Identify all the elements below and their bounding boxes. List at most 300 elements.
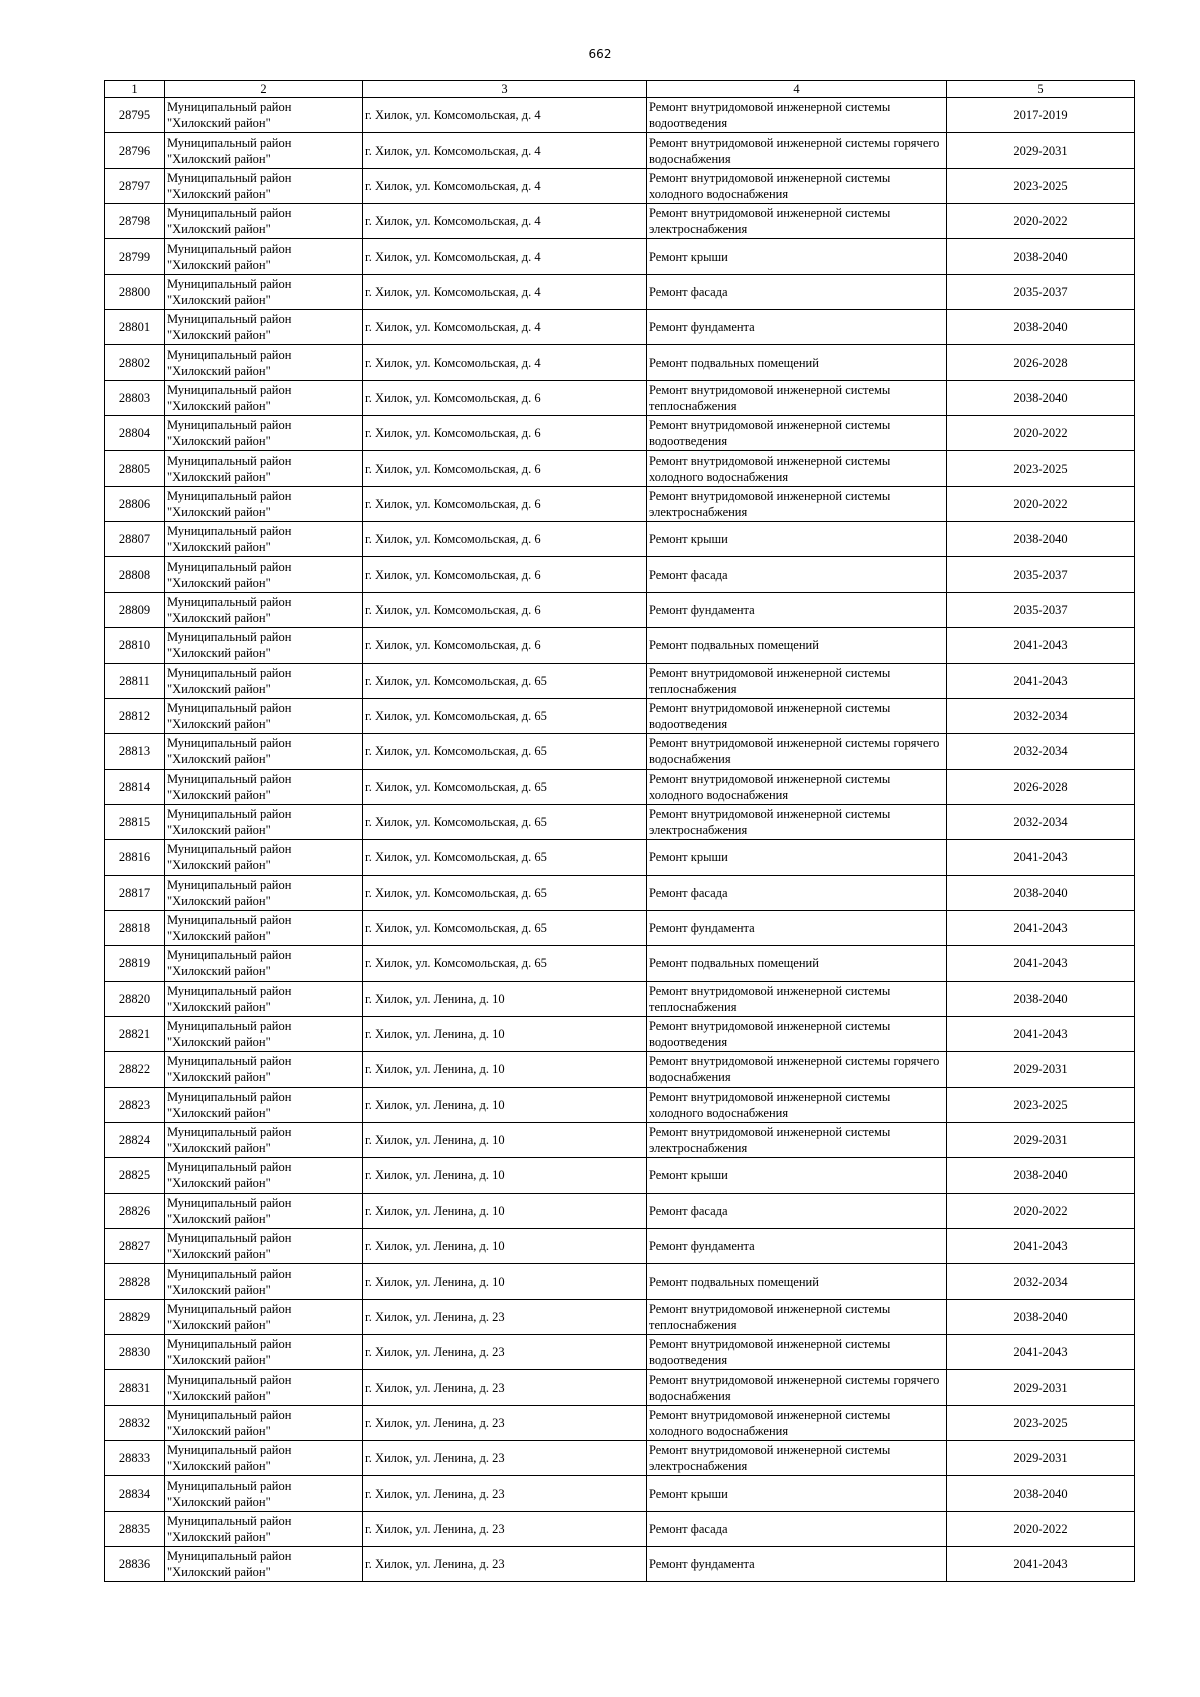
municipality-line: "Хилокский район" [167,540,271,555]
municipality-cell [165,522,363,557]
municipality-cell [165,168,363,203]
municipality-line: "Хилокский район" [167,363,271,378]
row-number: 28807 [105,522,165,557]
municipality-line: "Хилокский район" [167,1211,271,1226]
municipality-line: Муниципальный район [167,983,292,998]
municipality-cell [165,557,363,592]
row-number: 28809 [105,592,165,627]
table-row [105,663,1135,698]
address-cell: г. Хилок, ул. Ленина, д. 23 [363,1405,647,1440]
municipality-cell [165,1370,363,1405]
table-row [105,1335,1135,1370]
table-row [105,592,1135,627]
work-type-cell: Ремонт внутридомовой инженерной системы электроснабжения [647,486,947,521]
row-number: 28808 [105,557,165,592]
years-cell: 2029-2031 [947,1441,1135,1476]
work-type-cell: Ремонт внутридомовой инженерной системы холодного водоснабжения [647,1405,947,1440]
years-cell: 2032-2034 [947,734,1135,769]
municipality-line: "Хилокский район" [167,292,271,307]
municipality-cell [165,840,363,875]
years-cell: 2029-2031 [947,133,1135,168]
row-number: 28811 [105,663,165,698]
years-cell: 2038-2040 [947,239,1135,274]
municipality-line: "Хилокский район" [167,999,271,1014]
work-type-cell: Ремонт внутридомовой инженерной системы горячего водоснабжения [647,1052,947,1087]
table-row [105,1122,1135,1157]
municipality-cell [165,804,363,839]
table-row [105,451,1135,486]
municipality-line: "Хилокский район" [167,1282,271,1297]
municipality-cell [165,734,363,769]
table-row [105,1511,1135,1546]
years-cell: 2020-2022 [947,486,1135,521]
header-row [105,81,1135,98]
years-cell: 2038-2040 [947,875,1135,910]
municipality-cell [165,274,363,309]
work-type-cell: Ремонт крыши [647,840,947,875]
table-row [105,1476,1135,1511]
municipality-line: "Хилокский район" [167,752,271,767]
municipality-cell [165,769,363,804]
address-cell: г. Хилок, ул. Комсомольская, д. 4 [363,239,647,274]
years-cell: 2041-2043 [947,1229,1135,1264]
municipality-line: "Хилокский район" [167,1388,271,1403]
years-cell: 2041-2043 [947,1335,1135,1370]
work-type-cell: Ремонт внутридомовой инженерной системы холодного водоснабжения [647,1087,947,1122]
table-row [105,804,1135,839]
row-number: 28834 [105,1476,165,1511]
municipality-cell [165,663,363,698]
municipality-line: Муниципальный район [167,1160,292,1175]
municipality-line: "Хилокский район" [167,823,271,838]
address-cell: г. Хилок, ул. Комсомольская, д. 65 [363,698,647,733]
row-number: 28818 [105,910,165,945]
municipality-line: "Хилокский район" [167,1459,271,1474]
row-number: 28813 [105,734,165,769]
years-cell: 2023-2025 [947,168,1135,203]
work-type-cell: Ремонт фундамента [647,1547,947,1582]
years-cell: 2035-2037 [947,557,1135,592]
table-row [105,168,1135,203]
municipality-line: Муниципальный район [167,1054,292,1069]
municipality-line: Муниципальный район [167,453,292,468]
municipality-line: "Хилокский район" [167,646,271,661]
address-cell: г. Хилок, ул. Комсомольская, д. 65 [363,840,647,875]
municipality-line: "Хилокский район" [167,151,271,166]
address-cell: г. Хилок, ул. Ленина, д. 10 [363,1016,647,1051]
municipality-cell [165,133,363,168]
address-cell: г. Хилок, ул. Комсомольская, д. 6 [363,522,647,557]
municipality-cell [165,204,363,239]
address-cell: г. Хилок, ул. Комсомольская, д. 4 [363,98,647,133]
row-number: 28819 [105,946,165,981]
municipality-line: "Хилокский район" [167,504,271,519]
municipality-line: Муниципальный район [167,1407,292,1422]
row-number: 28822 [105,1052,165,1087]
municipality-cell [165,1158,363,1193]
table-row [105,133,1135,168]
municipality-line: "Хилокский район" [167,1141,271,1156]
municipality-line: Муниципальный район [167,418,292,433]
address-cell: г. Хилок, ул. Ленина, д. 23 [363,1476,647,1511]
address-cell: г. Хилок, ул. Комсомольская, д. 65 [363,910,647,945]
municipality-line: Муниципальный район [167,1549,292,1564]
row-number: 28824 [105,1122,165,1157]
column-header-4: 4 [647,81,947,98]
row-number: 28833 [105,1441,165,1476]
table-body [105,98,1135,1582]
work-type-cell: Ремонт внутридомовой инженерной системы теплоснабжения [647,663,947,698]
address-cell: г. Хилок, ул. Комсомольская, д. 65 [363,804,647,839]
municipality-line: "Хилокский район" [167,575,271,590]
years-cell: 2041-2043 [947,910,1135,945]
table-row [105,1299,1135,1334]
work-type-cell: Ремонт внутридомовой инженерной системы водоотведения [647,698,947,733]
years-cell: 2020-2022 [947,416,1135,451]
municipality-cell [165,1405,363,1440]
years-cell: 2026-2028 [947,769,1135,804]
table-row [105,946,1135,981]
municipality-line: Муниципальный район [167,559,292,574]
years-cell: 2041-2043 [947,1016,1135,1051]
municipality-line: "Хилокский район" [167,186,271,201]
municipality-line: Муниципальный район [167,276,292,291]
address-cell: г. Хилок, ул. Комсомольская, д. 4 [363,274,647,309]
row-number: 28816 [105,840,165,875]
municipality-line: "Хилокский район" [167,1070,271,1085]
row-number: 28804 [105,416,165,451]
municipality-cell [165,239,363,274]
work-type-cell: Ремонт фундамента [647,310,947,345]
municipality-cell [165,1264,363,1299]
address-cell: г. Хилок, ул. Комсомольская, д. 4 [363,310,647,345]
municipality-cell [165,486,363,521]
table-row [105,204,1135,239]
municipality-line: Муниципальный район [167,347,292,362]
work-type-cell: Ремонт внутридомовой инженерной системы электроснабжения [647,804,947,839]
table-row [105,345,1135,380]
years-cell: 2023-2025 [947,1405,1135,1440]
work-type-cell: Ремонт фундамента [647,592,947,627]
municipality-cell [165,1476,363,1511]
row-number: 28815 [105,804,165,839]
work-type-cell: Ремонт крыши [647,522,947,557]
work-type-cell: Ремонт крыши [647,1158,947,1193]
row-number: 28805 [105,451,165,486]
municipality-line: "Хилокский район" [167,1176,271,1191]
row-number: 28814 [105,769,165,804]
years-cell: 2032-2034 [947,804,1135,839]
address-cell: г. Хилок, ул. Комсомольская, д. 4 [363,133,647,168]
table-row [105,981,1135,1016]
municipality-line: Муниципальный район [167,1195,292,1210]
table-row [105,840,1135,875]
row-number: 28817 [105,875,165,910]
row-number: 28799 [105,239,165,274]
municipality-line: Муниципальный район [167,807,292,822]
municipality-cell [165,416,363,451]
municipality-cell [165,628,363,663]
row-number: 28836 [105,1547,165,1582]
address-cell: г. Хилок, ул. Комсомольская, д. 6 [363,486,647,521]
municipality-cell [165,981,363,1016]
address-cell: г. Хилок, ул. Ленина, д. 10 [363,1158,647,1193]
municipality-cell [165,451,363,486]
row-number: 28806 [105,486,165,521]
municipality-line: "Хилокский район" [167,1529,271,1544]
years-cell: 2029-2031 [947,1370,1135,1405]
row-number: 28820 [105,981,165,1016]
years-cell: 2032-2034 [947,698,1135,733]
address-cell: г. Хилок, ул. Ленина, д. 10 [363,981,647,1016]
table-row [105,875,1135,910]
municipality-line: "Хилокский район" [167,1353,271,1368]
work-type-cell: Ремонт фасада [647,1193,947,1228]
table-row [105,1264,1135,1299]
address-cell: г. Хилок, ул. Ленина, д. 10 [363,1229,647,1264]
row-number: 28800 [105,274,165,309]
row-number: 28797 [105,168,165,203]
municipality-line: Муниципальный район [167,100,292,115]
table-row [105,522,1135,557]
work-type-cell: Ремонт подвальных помещений [647,1264,947,1299]
table-row [105,734,1135,769]
municipality-line: Муниципальный район [167,665,292,680]
table-row [105,380,1135,415]
work-type-cell: Ремонт внутридомовой инженерной системы теплоснабжения [647,1299,947,1334]
row-number: 28803 [105,380,165,415]
table-row [105,1370,1135,1405]
table-row [105,98,1135,133]
municipality-line: Муниципальный район [167,488,292,503]
table-row [105,1405,1135,1440]
years-cell: 2041-2043 [947,628,1135,663]
municipality-line: "Хилокский район" [167,257,271,272]
municipality-line: "Хилокский район" [167,328,271,343]
municipality-line: Муниципальный район [167,1266,292,1281]
municipality-line: Муниципальный район [167,630,292,645]
municipality-line: Муниципальный район [167,135,292,150]
municipality-cell [165,1052,363,1087]
row-number: 28825 [105,1158,165,1193]
table-row [105,557,1135,592]
column-header-5: 5 [947,81,1135,98]
municipality-line: Муниципальный район [167,842,292,857]
work-type-cell: Ремонт фундамента [647,1229,947,1264]
address-cell: г. Хилок, ул. Комсомольская, д. 6 [363,380,647,415]
address-cell: г. Хилок, ул. Комсомольская, д. 6 [363,628,647,663]
municipality-cell [165,1087,363,1122]
municipality-line: Муниципальный район [167,170,292,185]
years-cell: 2029-2031 [947,1122,1135,1157]
municipality-line: "Хилокский район" [167,893,271,908]
address-cell: г. Хилок, ул. Ленина, д. 10 [363,1264,647,1299]
row-number: 28827 [105,1229,165,1264]
row-number: 28823 [105,1087,165,1122]
municipality-line: Муниципальный район [167,1231,292,1246]
row-number: 28832 [105,1405,165,1440]
table-row [105,274,1135,309]
municipality-line: "Хилокский район" [167,1317,271,1332]
work-type-cell: Ремонт внутридомовой инженерной системы водоотведения [647,1016,947,1051]
municipality-line: "Хилокский район" [167,434,271,449]
years-cell: 2026-2028 [947,345,1135,380]
years-cell: 2020-2022 [947,1193,1135,1228]
work-type-cell: Ремонт внутридомовой инженерной системы водоотведения [647,416,947,451]
work-type-cell: Ремонт фундамента [647,910,947,945]
address-cell: г. Хилок, ул. Комсомольская, д. 4 [363,168,647,203]
work-type-cell: Ремонт подвальных помещений [647,946,947,981]
address-cell: г. Хилок, ул. Комсомольская, д. 6 [363,451,647,486]
work-type-cell: Ремонт фасада [647,1511,947,1546]
table-row [105,416,1135,451]
address-cell: г. Хилок, ул. Ленина, д. 23 [363,1547,647,1582]
address-cell: г. Хилок, ул. Ленина, д. 23 [363,1370,647,1405]
municipality-line: Муниципальный район [167,1125,292,1140]
municipality-line: "Хилокский район" [167,929,271,944]
address-cell: г. Хилок, ул. Комсомольская, д. 65 [363,769,647,804]
table-row [105,1158,1135,1193]
row-number: 28821 [105,1016,165,1051]
work-type-cell: Ремонт внутридомовой инженерной системы горячего водоснабжения [647,1370,947,1405]
municipality-line: "Хилокский район" [167,222,271,237]
table-header [105,81,1135,98]
municipality-cell [165,910,363,945]
table-row [105,1052,1135,1087]
table-row [105,486,1135,521]
municipality-cell [165,1547,363,1582]
work-type-cell: Ремонт подвальных помещений [647,345,947,380]
municipality-line: Муниципальный район [167,1513,292,1528]
work-type-cell: Ремонт внутридомовой инженерной системы электроснабжения [647,204,947,239]
municipality-line: "Хилокский район" [167,1105,271,1120]
municipality-cell [165,592,363,627]
municipality-line: Муниципальный район [167,1478,292,1493]
years-cell: 2041-2043 [947,840,1135,875]
municipality-line: "Хилокский район" [167,1035,271,1050]
municipality-line: "Хилокский район" [167,787,271,802]
table-row [105,310,1135,345]
repair-schedule-table [104,80,1135,1582]
table-row [105,1229,1135,1264]
municipality-cell [165,698,363,733]
municipality-line: "Хилокский район" [167,116,271,131]
address-cell: г. Хилок, ул. Комсомольская, д. 6 [363,592,647,627]
municipality-cell [165,1441,363,1476]
municipality-line: "Хилокский район" [167,858,271,873]
municipality-line: Муниципальный район [167,913,292,928]
years-cell: 2038-2040 [947,981,1135,1016]
address-cell: г. Хилок, ул. Комсомольская, д. 6 [363,416,647,451]
address-cell: г. Хилок, ул. Комсомольская, д. 4 [363,345,647,380]
years-cell: 2035-2037 [947,274,1135,309]
table-row [105,628,1135,663]
table-row [105,1193,1135,1228]
table-row [105,239,1135,274]
work-type-cell: Ремонт фасада [647,875,947,910]
row-number: 28835 [105,1511,165,1546]
municipality-line: Муниципальный район [167,206,292,221]
years-cell: 2041-2043 [947,1547,1135,1582]
work-type-cell: Ремонт внутридомовой инженерной системы горячего водоснабжения [647,734,947,769]
municipality-line: Муниципальный район [167,701,292,716]
address-cell: г. Хилок, ул. Комсомольская, д. 65 [363,663,647,698]
address-cell: г. Хилок, ул. Комсомольская, д. 4 [363,204,647,239]
work-type-cell: Ремонт внутридомовой инженерной системы холодного водоснабжения [647,168,947,203]
column-header-2: 2 [165,81,363,98]
work-type-cell: Ремонт внутридомовой инженерной системы электроснабжения [647,1441,947,1476]
years-cell: 2038-2040 [947,1158,1135,1193]
municipality-cell [165,1229,363,1264]
municipality-line: Муниципальный район [167,1443,292,1458]
years-cell: 2032-2034 [947,1264,1135,1299]
municipality-cell [165,310,363,345]
column-header-1: 1 [105,81,165,98]
column-header-3: 3 [363,81,647,98]
work-type-cell: Ремонт внутридомовой инженерной системы водоотведения [647,98,947,133]
work-type-cell: Ремонт фасада [647,557,947,592]
municipality-line: "Хилокский район" [167,398,271,413]
municipality-cell [165,98,363,133]
table-row [105,910,1135,945]
municipality-line: Муниципальный район [167,1301,292,1316]
municipality-line: Муниципальный район [167,382,292,397]
table-row [105,1087,1135,1122]
municipality-cell [165,1193,363,1228]
years-cell: 2035-2037 [947,592,1135,627]
table-row [105,769,1135,804]
municipality-cell [165,875,363,910]
years-cell: 2029-2031 [947,1052,1135,1087]
municipality-line: "Хилокский район" [167,681,271,696]
municipality-line: "Хилокский район" [167,1423,271,1438]
municipality-line: Муниципальный район [167,1019,292,1034]
work-type-cell: Ремонт внутридомовой инженерной системы горячего водоснабжения [647,133,947,168]
years-cell: 2038-2040 [947,380,1135,415]
work-type-cell: Ремонт крыши [647,239,947,274]
municipality-cell [165,1511,363,1546]
address-cell: г. Хилок, ул. Ленина, д. 10 [363,1052,647,1087]
years-cell: 2038-2040 [947,1476,1135,1511]
page-number: 662 [588,47,612,61]
work-type-cell: Ремонт внутридомовой инженерной системы теплоснабжения [647,380,947,415]
municipality-cell [165,345,363,380]
years-cell: 2038-2040 [947,1299,1135,1334]
table-row [105,1441,1135,1476]
row-number: 28830 [105,1335,165,1370]
work-type-cell: Ремонт подвальных помещений [647,628,947,663]
table-row [105,1016,1135,1051]
row-number: 28796 [105,133,165,168]
work-type-cell: Ремонт внутридомовой инженерной системы холодного водоснабжения [647,451,947,486]
work-type-cell: Ремонт внутридомовой инженерной системы электроснабжения [647,1122,947,1157]
municipality-line: "Хилокский район" [167,469,271,484]
address-cell: г. Хилок, ул. Ленина, д. 23 [363,1299,647,1334]
years-cell: 2023-2025 [947,451,1135,486]
municipality-cell [165,1335,363,1370]
municipality-line: Муниципальный район [167,1089,292,1104]
municipality-line: Муниципальный район [167,1337,292,1352]
row-number: 28812 [105,698,165,733]
address-cell: г. Хилок, ул. Комсомольская, д. 65 [363,734,647,769]
municipality-cell [165,380,363,415]
municipality-cell [165,946,363,981]
row-number: 28828 [105,1264,165,1299]
address-cell: г. Хилок, ул. Ленина, д. 10 [363,1087,647,1122]
municipality-line: Муниципальный район [167,312,292,327]
years-cell: 2041-2043 [947,946,1135,981]
years-cell: 2023-2025 [947,1087,1135,1122]
